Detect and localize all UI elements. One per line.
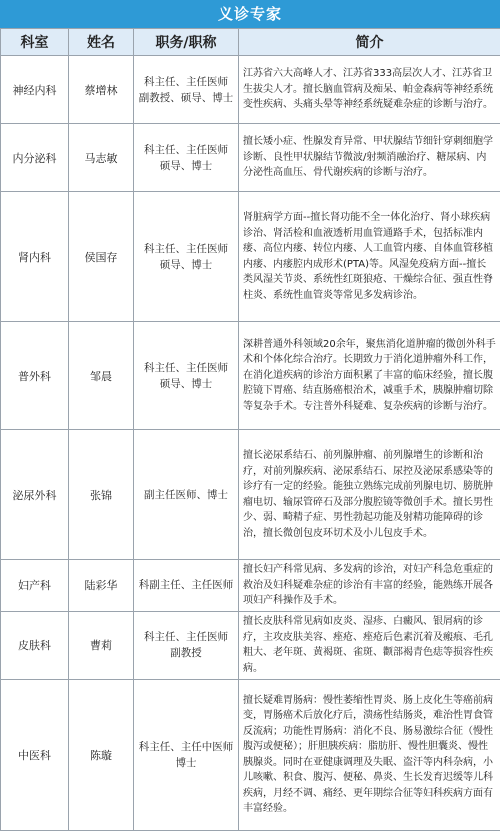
- title-cell: [134, 322, 239, 430]
- name-cell: 曹莉: [69, 611, 134, 679]
- title-line: 副教授、硕导、博士: [138, 91, 234, 104]
- title-cell: [134, 560, 239, 612]
- intro-cell: 江苏省六大高峰人才、江苏省333高层次人才、江苏省卫生拔尖人才。擅长脑血管病及痴呆、帕金森病等神经系统变性疾病、头痛头晕等神经系统疑难杂症的诊断与治疗。: [239, 56, 500, 124]
- title-line: 科主任、主任医师: [144, 242, 228, 255]
- title-line: 科主任、主任医师: [144, 631, 228, 643]
- dept-cell: 普外科: [1, 322, 69, 430]
- title-line: 科主任、主任医师: [144, 143, 228, 156]
- dept-cell: 神经内科: [1, 56, 69, 124]
- dept-cell: 内分泌科: [1, 124, 69, 192]
- table-row: [1, 56, 500, 124]
- table-row: [1, 192, 500, 322]
- title-line: 副教授: [170, 647, 202, 659]
- name-cell: 侯国存: [69, 192, 134, 322]
- dept-cell: 肾内科: [1, 192, 69, 322]
- title-line: 科副主任、主任医师: [138, 579, 234, 592]
- table-row: [1, 322, 500, 430]
- name-cell: 陆彩华: [69, 560, 134, 612]
- table-row: [1, 560, 500, 612]
- title-line: 科主任、主任医师: [144, 75, 228, 88]
- intro-cell: 擅长矮小症、性腺发育异常、甲状腺结节细针穿刺细胞学诊断、良性甲状腺结节微波/射频消融治疗、糖尿病、内分泌性高血压、骨代谢疾病的诊断与治疗。: [239, 124, 500, 192]
- dept-cell: 妇产科: [1, 560, 69, 612]
- sheet-title: 义诊专家: [0, 0, 500, 28]
- column-header-name: 姓名: [69, 29, 134, 56]
- header-row: [1, 29, 500, 56]
- table-row: [1, 124, 500, 192]
- title-line: 硕导、博士: [159, 258, 213, 271]
- title-line: 硕导、博士: [159, 159, 213, 172]
- title-cell: [134, 192, 239, 322]
- name-cell: 张锦: [69, 430, 134, 560]
- dept-cell: 泌尿外科: [1, 430, 69, 560]
- title-line: 副主任医师、博士: [144, 488, 228, 501]
- column-header-intro: 简介: [239, 29, 500, 56]
- title-line: 硕导、博士: [159, 377, 213, 390]
- expert-table: [0, 28, 500, 831]
- title-cell: [134, 430, 239, 560]
- intro-cell: 擅长妇产科常见病、多发病的诊治，对妇产科急危重症的救治及妇科疑难杂症的诊治有丰富的经验，能熟练开展各项妇产科操作及手术。: [239, 560, 500, 612]
- table-row: [1, 430, 500, 560]
- dept-cell: 中医科: [1, 679, 69, 830]
- title-line: 科主任、主任医师: [144, 361, 228, 374]
- column-header-title: 职务/职称: [134, 29, 239, 56]
- name-cell: 蔡增林: [69, 56, 134, 124]
- intro-cell: 深耕普通外科领域20余年，聚焦消化道肿瘤的微创外科手术和个体化综合治疗。长期致力于消化道肿瘤外科工作，在消化道疾病的诊治方面积累了丰富的临床经验，擅长腹腔镜下胃癌、结直肠癌根治术，减重手术，胰腺肿瘤切除等复杂手术。专注普外科疑难、复杂疾病的诊断与治疗。: [239, 322, 500, 430]
- intro-cell: 擅长疑难胃肠病：慢性萎缩性胃炎、肠上皮化生等癌前病变，胃肠癌术后放化疗后，溃疡性结肠炎，难治性胃食管反流病；功能性胃肠病：消化不良、肠易激综合征（慢性腹泻或便秘）；肝胆胰疾病：脂肪肝、慢性胆囊炎、慢性胰腺炎。同时在亚健康调理及失眠、盗汗等内科杂病，小儿咳嗽、积食、腹泻、便秘、鼻炎、生长发育迟缓等儿科疾病，月经不调、痛经、更年期综合征等妇科疾病方面有丰富经验。: [239, 679, 500, 830]
- intro-cell: 擅长泌尿系结石、前列腺肿瘤、前列腺增生的诊断和治疗，对前列腺疾病、泌尿系结石、尿控及泌尿系感染等的诊疗有一定的经验。能独立熟练完成前列腺电切、膀胱肿瘤电切、输尿管碎石及部分腹腔镜等微创手术。擅长男性少、弱、畸精子症、男性勃起功能及射精功能障碍的诊治，擅长微创包皮环切术及小儿包皮手术。: [239, 430, 500, 560]
- title-cell: [134, 56, 239, 124]
- title-cell: [134, 679, 239, 830]
- intro-cell: 擅长皮肤科常见病如皮炎、湿疹、白癜风、银屑病的诊疗，主攻皮肤美容、痤疮、痤疮后色素沉着及瘢痕、毛孔粗大、老年斑、黄褐斑、雀斑、颧部褐青色痣等损容性疾病。: [239, 611, 500, 679]
- name-cell: 邹晨: [69, 322, 134, 430]
- title-line: 博士: [175, 756, 197, 769]
- table-row: [1, 679, 500, 830]
- title-cell: [134, 611, 239, 679]
- dept-cell: 皮肤科: [1, 611, 69, 679]
- title-cell: [134, 124, 239, 192]
- title-line: 科主任、主任中医师: [138, 740, 234, 753]
- name-cell: 马志敏: [69, 124, 134, 192]
- table-row: [1, 611, 500, 679]
- intro-cell: 肾脏病学方面--擅长肾功能不全一体化治疗、肾小球疾病诊治、肾活检和血液透析用血管通路手术，包括标准内瘘、高位内瘘、转位内瘘、人工血管内瘘、自体血管移植内瘘、内瘘腔内成形术(PTA)等。风湿免疫病方面--擅长类风湿关节炎、系统性红斑狼疮、干燥综合征、强直性脊柱炎、系统性血管炎等常见多发病诊治。: [239, 192, 500, 322]
- name-cell: 陈璇: [69, 679, 134, 830]
- column-header-dept: 科室: [1, 29, 69, 56]
